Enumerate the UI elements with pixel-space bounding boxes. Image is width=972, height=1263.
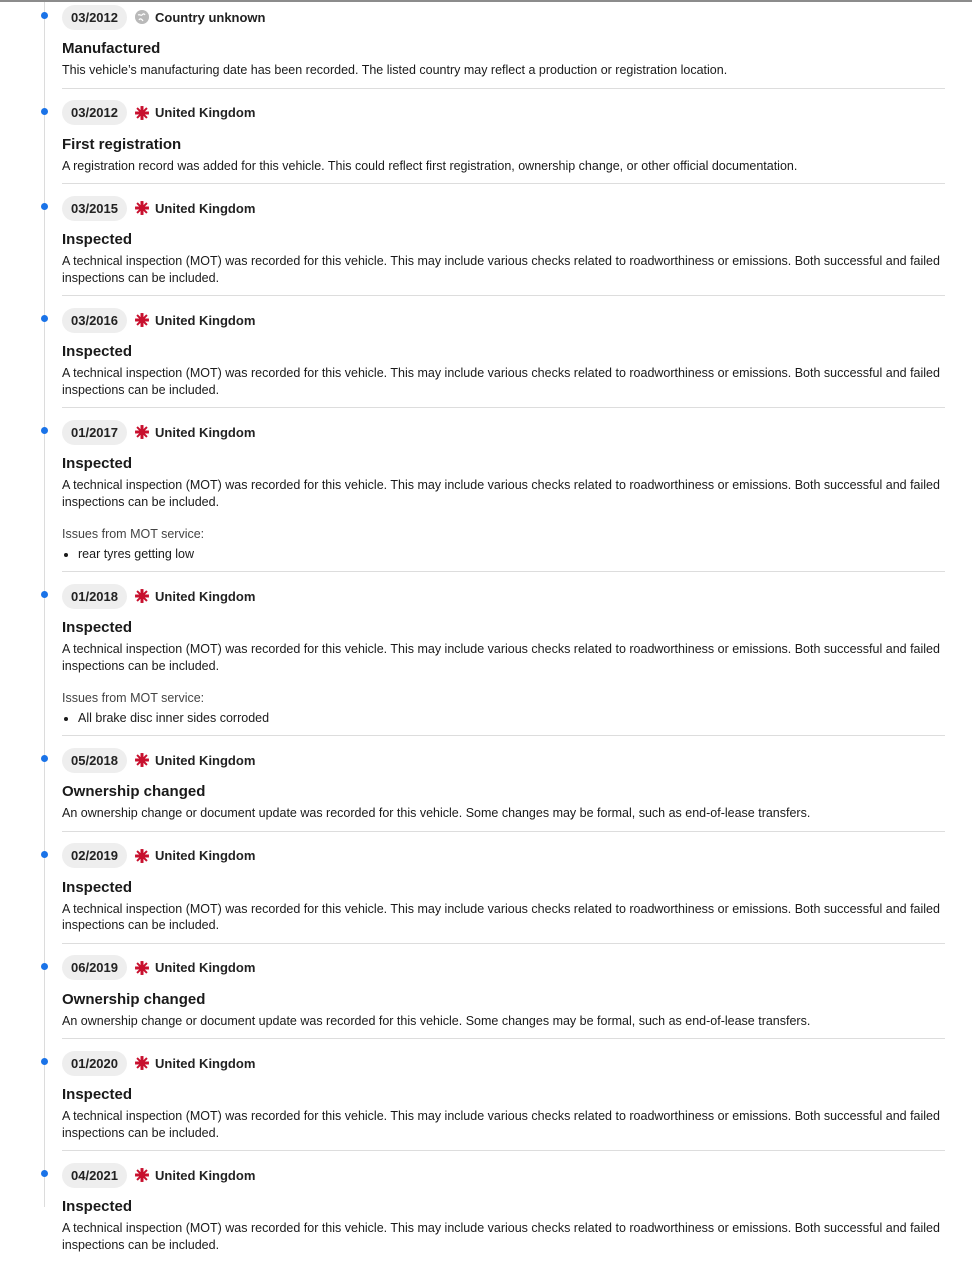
- uk-flag-icon: [135, 313, 149, 327]
- country-name: United Kingdom: [155, 105, 256, 120]
- date-badge: 01/2017: [62, 420, 127, 445]
- country-label: [135, 848, 255, 863]
- country-label: [135, 753, 255, 768]
- event-description: An ownership change or document update was recorded for this vehicle. Some changes may be formal, such as end-of-lease transfers.: [62, 806, 811, 820]
- entry-divider: [62, 407, 945, 408]
- timeline-dot: [41, 12, 48, 19]
- uk-flag-icon: [135, 425, 149, 439]
- event-title: Inspected: [62, 878, 133, 896]
- timeline-dot: [41, 108, 48, 115]
- entry-divider: [62, 831, 945, 832]
- timeline-entry: [0, 745, 972, 832]
- country-label: [135, 1056, 255, 1071]
- issues-list: [62, 710, 945, 726]
- event-title: Inspected: [62, 1198, 133, 1215]
- country-label: [135, 201, 255, 216]
- timeline-entry: [0, 193, 972, 296]
- event-title: Inspected: [62, 1086, 133, 1103]
- timeline-entry: [0, 417, 972, 572]
- entry-divider: [62, 183, 945, 184]
- country-label: [135, 425, 255, 440]
- entry-meta: [62, 953, 945, 983]
- entry-divider: [62, 571, 945, 572]
- timeline-entries: [0, 2, 972, 1253]
- entry-divider: [62, 1038, 945, 1039]
- event-title: Inspected: [62, 343, 133, 360]
- timeline-dot: [41, 963, 48, 970]
- timeline-dot: [41, 427, 48, 434]
- timeline-dot: [41, 591, 48, 598]
- entry-divider: [62, 735, 945, 736]
- entry-divider: [62, 295, 945, 296]
- event-title: Ownership changed: [62, 990, 206, 1008]
- event-title: Inspected: [62, 455, 133, 472]
- country-name: United Kingdom: [155, 1167, 256, 1183]
- event-description: This vehicle’s manufacturing date has been recorded. The listed country may reflect a production or registration location.: [62, 63, 728, 77]
- event-description: A technical inspection (MOT) was recorded for this vehicle. This may include various checks related to roadworthiness or emissions. Both successful and failed inspections can be included.: [62, 366, 940, 397]
- event-description: A registration record was added for this vehicle. This could reflect first registration, ownership change, or other official documentation.: [62, 158, 798, 173]
- timeline-entry: [0, 98, 972, 185]
- event-description: A technical inspection (MOT) was recorded for this vehicle. This may include various checks related to roadworthiness or emissions. Both successful and failed inspections can be included.: [62, 478, 940, 509]
- timeline-dot: [41, 315, 48, 322]
- date-badge: 03/2012: [62, 100, 127, 125]
- globe-icon: [135, 10, 149, 24]
- date-badge: 03/2015: [62, 196, 127, 221]
- country-name: United Kingdom: [155, 312, 256, 328]
- entry-meta: [62, 1048, 945, 1078]
- country-label: [135, 10, 266, 25]
- issues-list: [62, 546, 945, 562]
- uk-flag-icon: [135, 1168, 149, 1182]
- entry-meta: [62, 841, 945, 871]
- entry-meta: [62, 193, 945, 223]
- timeline-entry: [0, 305, 972, 408]
- entry-meta: [62, 305, 945, 335]
- event-description: A technical inspection (MOT) was recorded for this vehicle. This may include various checks related to roadworthiness or emissions. Both successful and failed inspections can be included.: [62, 642, 940, 673]
- country-name: United Kingdom: [155, 1055, 256, 1071]
- event-title: Inspected: [62, 619, 133, 636]
- timeline-dot: [41, 851, 48, 858]
- country-name: United Kingdom: [155, 588, 256, 604]
- timeline-dot: [41, 755, 48, 762]
- entry-meta: [62, 745, 945, 775]
- timeline-entry: [0, 581, 972, 736]
- uk-flag-icon: [135, 849, 149, 863]
- uk-flag-icon: [135, 961, 149, 975]
- timeline-dot: [41, 1058, 48, 1065]
- timeline-entry: [0, 841, 972, 944]
- country-name: United Kingdom: [155, 424, 256, 440]
- timeline-entry: [0, 1160, 972, 1253]
- vehicle-history-timeline: [0, 2, 972, 1253]
- timeline-entry: [0, 953, 972, 1040]
- entry-meta: [62, 2, 945, 32]
- timeline-dot: [41, 1170, 48, 1177]
- event-description: A technical inspection (MOT) was recorded for this vehicle. This may include various checks related to roadworthiness or emissions. Both successful and failed inspections can be included.: [62, 1109, 940, 1140]
- entry-divider: [62, 1150, 945, 1151]
- entry-meta: [62, 417, 945, 447]
- date-badge: 03/2012: [62, 5, 127, 30]
- uk-flag-icon: [135, 589, 149, 603]
- entry-divider: [62, 943, 945, 944]
- country-name: Country unknown: [155, 9, 266, 25]
- event-title: Ownership changed: [62, 783, 206, 800]
- date-badge: 01/2020: [62, 1051, 127, 1076]
- uk-flag-icon: [135, 753, 149, 767]
- date-badge: 02/2019: [62, 843, 127, 868]
- event-title: Manufactured: [62, 40, 161, 57]
- event-description: A technical inspection (MOT) was recorded for this vehicle. This may include various checks related to roadworthiness or emissions. Both successful and failed inspections can be included.: [62, 901, 940, 932]
- uk-flag-icon: [135, 1056, 149, 1070]
- event-description: An ownership change or document update was recorded for this vehicle. Some changes may be formal, such as end-of-lease transfers.: [62, 1013, 811, 1028]
- issues-label: Issues from MOT service:: [62, 527, 205, 541]
- country-label: [135, 1168, 255, 1183]
- event-description: A technical inspection (MOT) was recorded for this vehicle. This may include various checks related to roadworthiness or emissions. Both successful and failed inspections can be included.: [62, 1221, 940, 1252]
- issue-item: • rear tyres getting low: [78, 546, 945, 562]
- issues-label: Issues from MOT service:: [62, 691, 205, 705]
- date-badge: 04/2021: [62, 1163, 127, 1188]
- entry-meta: [62, 1160, 945, 1190]
- country-label: [135, 105, 255, 120]
- issue-item: • All brake disc inner sides corroded: [78, 710, 945, 726]
- country-name: United Kingdom: [155, 848, 256, 863]
- date-badge: 03/2016: [62, 308, 127, 333]
- country-label: [135, 960, 255, 975]
- date-badge: 01/2018: [62, 584, 127, 609]
- date-badge: 05/2018: [62, 748, 127, 773]
- timeline-entry: [0, 2, 972, 89]
- event-title: First registration: [62, 135, 182, 153]
- uk-flag-icon: [135, 201, 149, 215]
- country-name: United Kingdom: [155, 960, 256, 975]
- country-name: United Kingdom: [155, 752, 256, 768]
- country-label: [135, 589, 255, 604]
- entry-meta: [62, 98, 945, 128]
- country-name: United Kingdom: [155, 200, 256, 216]
- uk-flag-icon: [135, 106, 149, 120]
- event-title: Inspected: [62, 231, 133, 248]
- timeline-entry: [0, 1048, 972, 1151]
- entry-meta: [62, 581, 945, 611]
- event-description: A technical inspection (MOT) was recorded for this vehicle. This may include various checks related to roadworthiness or emissions. Both successful and failed inspections can be included.: [62, 254, 940, 285]
- date-badge: 06/2019: [62, 955, 127, 980]
- entry-divider: [62, 88, 945, 89]
- timeline-dot: [41, 203, 48, 210]
- country-label: [135, 313, 255, 328]
